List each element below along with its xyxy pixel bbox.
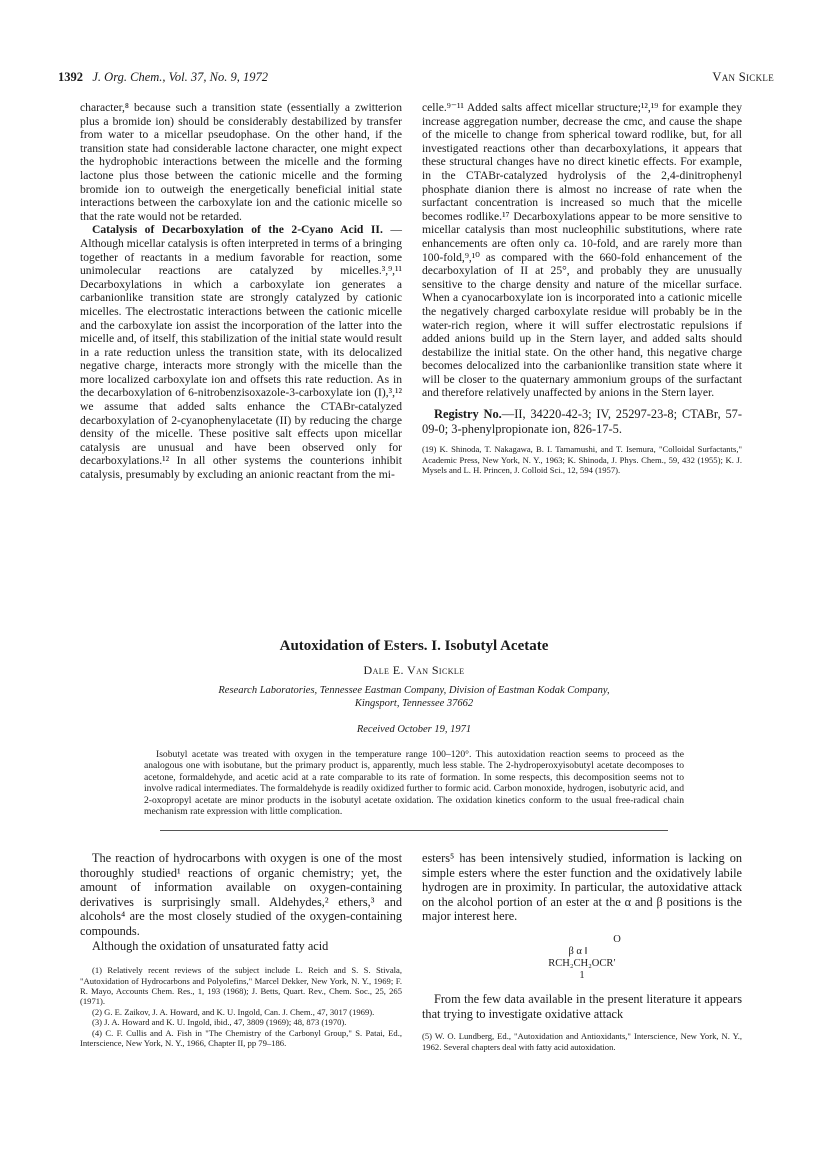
footnote: (5) W. O. Lundberg, Ed., "Autoxidation and Antioxidants," Interscience, New York, N. Y., 1962. Several chapters deal with fatty acid autoxidation. [422,1031,742,1052]
chemical-structure [422,934,742,982]
structure-greek-labels: β α ‖ [568,945,588,957]
paragraph: character,⁸ because such a transition state (essentially a zwitterion plus a bromide ion) should be considerably destabilized by transfer from water to a micellar pseudophase. On the other hand, if the transition state had considerable lactone character, one might expect the hydrophobic interactions between the micelle and the forming lactone plus those between the cationic micelle and the forming bromide ion to outweigh the energetically beneficial initial state interactions between the carboxylate ion and the cationic micelle so that the rate would not be retarded. [80,101,402,223]
paragraph: esters⁵ has been intensively studied, information is lacking on simple esters where the ester function and the oxidatively labile hydrogen are in proximity. In particular, the autoxidative attack on the alcohol portion of an ester at the α and β positions is the major interest here. [422,851,742,924]
abstract-text: Isobutyl acetate was treated with oxygen in the temperature range 100–120°. This autoxidation reaction seems to proceed as the analogous one with isobutane, but the primary product is, apparently, much less stable. The 2-hydroperoxyisobutyl acetate decomposes to acetone, formaldehyde, and acetic acid at a rate comparable to its rate of formation. In some respects, this decomposition seems not to involve radical intermediates. The formaldehyde is readily oxidized further to formic acid. Carbon monoxide, hydrogen, isobutyric acid, and 2-oxopropyl acetate are minor products in the isobutyl acetate oxidation. The oxidation kinetics conform to the usual free-radical chain mechanism rate expression with little complication. [144,749,684,818]
footnote: (1) Relatively recent reviews of the subject include L. Reich and S. S. Stivala, "Autoxidation of Hydrocarbons and Polyolefins," Marcel Dekker, New York, N. Y., 1969; F. R. Mayo, Accounts Chem. Res., 1, 193 (1968); J. Betts, Quart. Rev., Chem. Soc., 25, 265 (1971). [80,965,402,1007]
received-date: Received October 19, 1971 [356,724,472,735]
abstract [144,749,684,817]
journal-citation: J. Org. Chem., Vol. 37, No. 9, 1972 [92,70,268,84]
paragraph: From the few data available in the present literature it appears that trying to investigate oxidative attack [422,991,742,1021]
registry-text: —II, 34220-42-3; IV, 25297-23-8; CTABr, 57-09-0; 3-phenylpropionate ion, 826-17-5. [422,407,742,436]
divider [160,830,668,831]
footnote: (19) K. Shinoda, T. Nakagawa, B. I. Tamamushi, and T. Isemura, "Colloidal Surfactants," Academic Press, New York, N. Y., 1963; K. Shinoda, J. Phys. Chem., 59, 432 (1955); K. J. Mysels and L. H. Princen, J. Colloid Sci., 12, 594 (1957). [422,444,742,476]
footnotes [80,965,402,1048]
structure-oxygen: O [613,933,621,945]
paragraph: celle.⁹⁻¹¹ Added salts affect micellar structure;¹²,¹⁹ for example they increase aggregation number, decrease the cmc, and cause the shape of the micelle to change from spherical toward rodlike, but, for all investigated reactions other than decarboxylations, it appears that these structural changes have no direct kinetic effects. For example, in the CTABr-catalyzed hydrolysis of the 2,4-dinitrophenyl phosphate dianion there is almost no increase of rate when the surfactant concentration is increased so much that the micelle becomes rodlike.¹⁷ Decarboxylations appear to be more sensitive to micellar catalysis than most nucleophilic substitutions, where rate enhancements are often only ca. 10-fold, and are rarely more than 100-fold,⁹,¹⁰ as compared with the 660-fold enhancement of the decarboxylation of II at 25°, and probably they are unusually sensitive to the charge density and nature of the micellar surface. When a cyanocarboxylate ion is incorporated into a cationic micelle the negatively charged carboxylate residue will probably be in the water-rich region, where it will suffer electrostatic repulsions if added anions build up in the Stern layer, and added salts should destabilize the initial state. On the other hand, this negative charge becomes delocalized into the carbanionlike transition state where it will be closer to the quaternary ammonium groups of the surfactant and therefore relatively unaffected by anions in the Stern layer. [422,101,742,400]
bottom-left-column [80,851,402,1048]
paragraph: The reaction of hydrocarbons with oxygen is one of the most thoroughly studied¹ reactions of organic chemistry; yet, the amount of information available on oxygen-containing derivatives is surprisingly small. Aldehydes,² ethers,³ and alcohols⁴ are the most closely studied of the oxygen-containing compounds. [80,851,402,938]
article-title: Autoxidation of Esters. I. Isobutyl Acetate [279,638,549,654]
affiliation [0,684,828,710]
running-author: Van Sickle [712,70,774,84]
section-paragraph [80,223,402,481]
top-right-column [422,101,742,475]
footnote: (3) J. A. Howard and K. U. Ingold, ibid., 47, 3809 (1969); 48, 873 (1970). [92,1017,347,1028]
running-head [58,70,774,88]
section-body: —Although micellar catalysis is often interpreted in terms of a bringing together of reactants in a medium favorable for reaction, some unimolecular reactions are catalyzed by micelles.³,⁹,¹¹ Decarboxylations in which a carboxylate ion generates a carbanionlike transition state are strongly catalyzed by cationic micelles. The electrostatic interactions between the cationic micelle and the carboxylate ion assist the incorporation of the latter into the micelle and, of itself, this stabilization of the initial state would result in a rate reduction unless the transition state, with its delocalized negative charge, interacts more strongly with the micelle than the more localized carboxylate ion and offsets this rate reduction. As in the decarboxylation of 6-nitrobenzisoxazole-3-carboxylate ion (I),³,¹² we assume that added salts enhance the CTABr-catalyzed decarboxylation of 2-cyanophenylacetate (II) by reducing the charge density of the micelle. These positive salt effects upon micellar catalysis are unusual and have been observed only for decarboxylations.¹² In all other systems the counterions inhibit catalysis, presumably by excluding an anionic reactant from the mi- [80,223,403,482]
bottom-right-column [422,851,742,1052]
paragraph: Although the oxidation of unsaturated fatty acid [92,938,329,953]
affiliation-line: Research Laboratories, Tennessee Eastman Company, Division of Eastman Kodak Company, [218,685,610,696]
running-head-left [58,70,268,85]
footnote: (4) C. F. Cullis and A. Fish in "The Chemistry of the Carbonyl Group," S. Patai, Ed., Interscience, New York, N. Y., 1966, Chapter II, pp 79–186. [80,1027,402,1048]
affiliation-line: Kingsport, Tennessee 37662 [354,698,474,709]
registry-paragraph [422,407,742,436]
registry-label: Registry No. [434,407,502,422]
structure-number: 1 [579,969,585,981]
footnote: (2) G. E. Zaikov, J. A. Howard, and K. U. Ingold, Can. J. Chem., 47, 3017 (1969). [92,1006,375,1017]
section-heading: Catalysis of Decarboxylation of the 2-Cyano Acid II. [92,223,383,237]
structure-formula: RCH₂CH₂OCR′ [548,957,616,969]
page-number: 1392 [58,70,83,84]
top-left-column [80,101,402,482]
article-author: Dale E. Van Sickle [363,663,465,677]
